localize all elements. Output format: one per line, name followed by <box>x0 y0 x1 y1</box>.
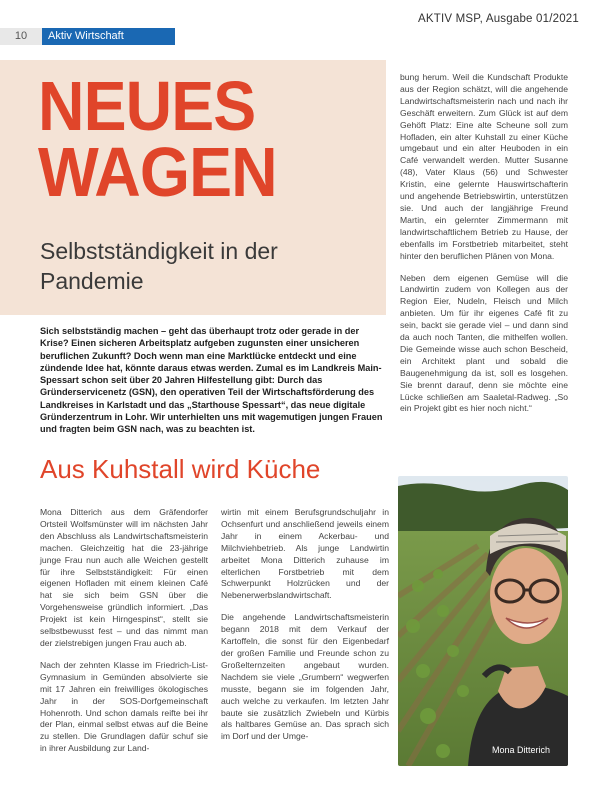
title-line-1: NEUES <box>38 67 256 145</box>
title-line-2: WAGEN <box>38 133 277 211</box>
portrait-photo <box>398 476 568 766</box>
paragraph: bung herum. Weil die Kundschaft Produkte aus der Region schätzt, will die angehende Landwirtschaftsmeisterin nach und nach ihr Geschäft erweitern. Zum Glück ist auf dem Gehöft Platz: Eine alte Scheune soll zum Hofladen, ein alter Kuhstall zu einer Küche umgebaut und ein alter Heuboden in ein Café verwandelt werden. Mutter Susanne (48), Vater Klaus (56) und Schwester Kristin, eine gelernte Hauswirtschafterin und angehende Betriebswirtin, unterstützen sie. Und auch der langjährige Freund Martin, ein gelernter Zimmermann mit landwirtschaftlichem Betrieb zu Hause, der ebenfalls im Forstbetrieb mitarbeitet, steht hinter den beruflichen Plänen von Mona. <box>400 72 568 261</box>
section-heading: Aus Kuhstall wird Küche <box>40 454 321 484</box>
paragraph: Neben dem eigenen Gemüse will die Landwirtin zudem von Kollegen aus der Region Eier, Nudeln, Fleisch und Milch anbieten. Um für ihr eigenes Café fit zu sein, backt sie gerade viel – und dann sind da auch noch Tanten, die mithelfen wollen. Die Gemeinde wisse auch schon Bescheid, ein Architekt plant und sobald die Baugenehmigung da ist, soll es losgehen. Sie brennt darauf, denn sie möchte eine Lücke schließen am Saaletal-Radweg. „So ein Projekt gibt es hier noch nicht.“ <box>400 272 568 414</box>
section-label: Aktiv Wirtschaft <box>42 28 175 45</box>
right-column <box>400 72 568 425</box>
photo-caption: Mona Ditterich <box>492 745 551 755</box>
issue-label: AKTIV MSP, Ausgabe 01/2021 <box>418 13 579 25</box>
page-number: 10 <box>0 28 42 45</box>
paragraph: wirtin mit einem Berufsgrundschuljahr in Ochsenfurt und anschließend jeweils einem Jahr in einem Ackerbau- und Milchviehbetrieb. Als junge Landwirtin arbeitet Mona Ditterich zuhause im elterlichen Forstbetrieb mit dem Schwerpunkt Holzrücken und der Nebenerwerbslandwirtschaft. <box>221 507 389 601</box>
body-column-1 <box>40 507 208 765</box>
paragraph: Die angehende Landwirtschaftsmeisterin begann 2018 mit dem Verkauf der Kartoffeln, die sonst für den Eigenbedarf der großen Familie und Freunde schon zu Großelternzeiten angebaut wurden. Nachdem sie viele „Grumbern“ wegwerfen musste, begann sie im folgenden Jahr, auch welche zu verkaufen. Im letzten Jahr baute sie zusätzlich Zwiebeln und Kürbis als haltbares Gemüse an. Das sprach sich im Dorf und der Umge- <box>221 612 389 742</box>
article-title <box>38 67 277 211</box>
body-column-2 <box>221 507 389 753</box>
article-lead: Sich selbstständig machen – geht das überhaupt trotz oder gerade in der Krise? Einen sicheren Arbeitsplatz aufgeben zugunsten einer unsicheren beruflichen Zukunft? Doch wenn man eine Marktlücke entdeckt und eine zündende Idee hat, könnte daraus etwas werden. Zumal es im Landkreis Main-Spessart schon seit über 20 Jahren Hilfestellung gibt: Durch das Gründerservicenetz (GSN), den operativen Teil der Wirtschaftsförderung des Landkreises in Karlstadt und das „Starthouse Spessart“, das neue digitale Gründerzentrum in Lohr. Wir unterhielten uns mit wagemutigen jungen Frauen und fragten beim GSN nach, was zu beachten ist. <box>40 326 383 435</box>
article-subtitle: Selbstständigkeit in der Pandemie <box>40 238 278 294</box>
paragraph: Nach der zehnten Klasse im Friedrich-List-Gymnasium in Gemünden absolvierte sie mit 17 Jahren ein freiwilliges ökologisches Jahr in der SOS-Dorfgemeinschaft Hohenroth. Und schon damals reifte bei ihr der Plan, einmal selbst etwas auf die Beine zu stellen. Die Grundlagen dafür schuf sie in ihrer Ausbildung zur Land- <box>40 659 208 754</box>
paragraph: Mona Ditterich aus dem Gräfendorfer Ortsteil Wolfsmünster will im nächsten Jahr den Abschluss als Landwirtschaftsmeisterin machen. Gleichzeitig hat die 23-jährige junge Frau nun auch alle Weichen gestellt für ihre Selbstständigkeit: Für einen eigenen Hofladen mit einem kleinen Café hat sie sich beim GSN über die Vorgehensweise gründlich informiert. „Das Projekt ist kein Hirngespinst“, stellt sie selbstbewusst fest – und das nimmt man der zielstrebigen jungen Frau auch ab. <box>40 507 208 648</box>
